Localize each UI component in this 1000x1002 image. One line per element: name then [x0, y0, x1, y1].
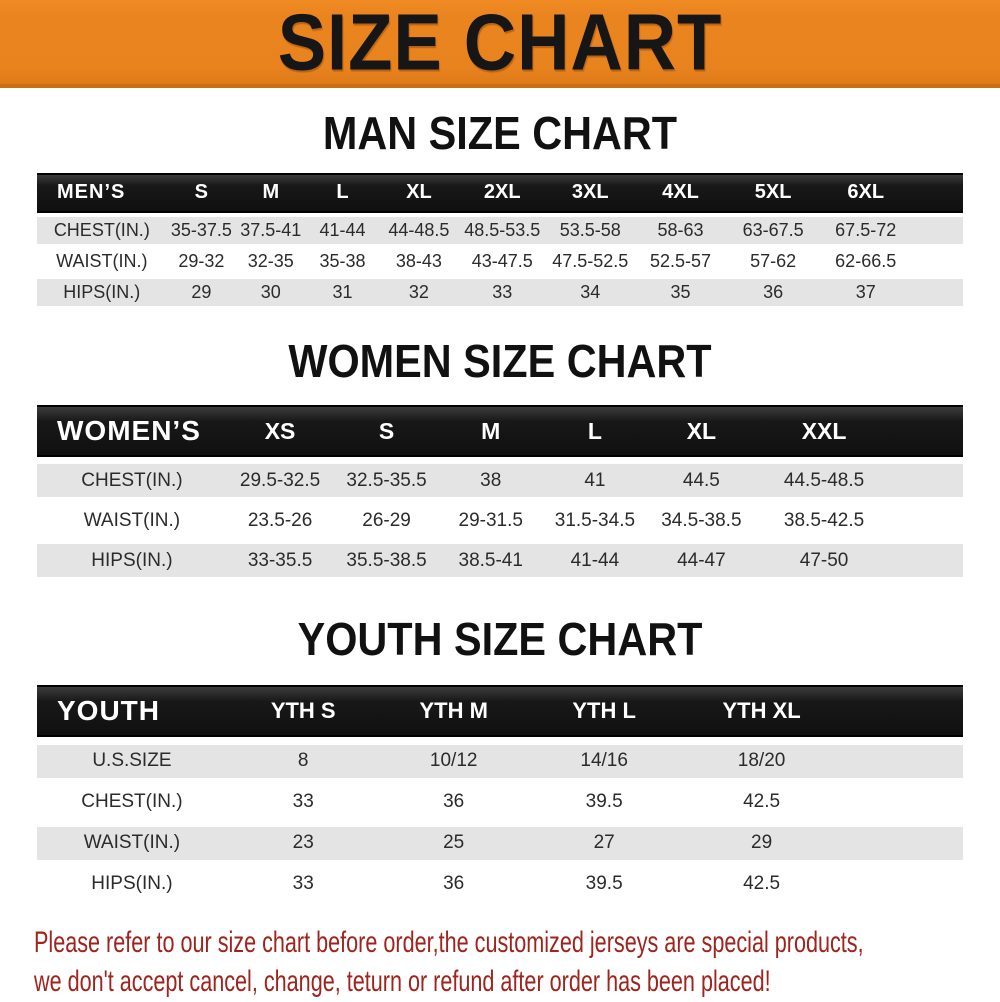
header-filler-cell: [843, 685, 963, 737]
youth-table-row: [37, 786, 963, 819]
women-table-header-row: [37, 405, 963, 457]
men-table-row: [37, 217, 963, 244]
women-measurement-cell: 23.5-26: [227, 504, 333, 537]
men-measurement-cell: 52.5-57: [634, 248, 727, 275]
row-filler-cell: [894, 544, 963, 577]
row-filler-cell: [843, 827, 963, 860]
men-column-header: 6XL: [819, 173, 912, 213]
men-measurement-cell: 29-32: [167, 248, 236, 275]
women-measurement-cell: 44.5-48.5: [755, 464, 894, 497]
row-filler-cell: [843, 868, 963, 901]
women-measurement-cell: 33-35.5: [227, 544, 333, 577]
banner: [0, 0, 1000, 88]
youth-measurement-cell: 39.5: [528, 868, 681, 901]
men-measurement-cell: 67.5-72: [819, 217, 912, 244]
men-column-header: 5XL: [727, 173, 820, 213]
order-notice: [34, 923, 1000, 1002]
youth-table-header-row: [37, 685, 963, 737]
youth-row-label: U.S.SIZE: [37, 745, 227, 778]
youth-measurement-cell: 10/12: [380, 745, 528, 778]
men-measurement-cell: 44-48.5: [380, 217, 459, 244]
youth-measurement-cell: 27: [528, 827, 681, 860]
men-corner-label: MEN’S: [37, 173, 167, 213]
youth-column-header: YTH S: [227, 685, 380, 737]
men-measurement-cell: 34: [546, 279, 634, 306]
men-measurement-cell: 35-38: [306, 248, 380, 275]
youth-column-header: YTH XL: [681, 685, 843, 737]
row-filler-cell: [894, 504, 963, 537]
women-column-header: XS: [227, 405, 333, 457]
men-size-table: [37, 169, 963, 310]
men-measurement-cell: 57-62: [727, 248, 820, 275]
women-corner-label: WOMEN’S: [37, 405, 227, 457]
women-measurement-cell: 44.5: [648, 464, 754, 497]
youth-size-section: [0, 614, 1000, 909]
youth-column-header: YTH L: [528, 685, 681, 737]
men-row-label: HIPS(IN.): [37, 279, 167, 306]
order-notice-line-2: we don't accept cancel, change, teturn or refund after order has been placed!: [34, 965, 771, 999]
header-filler-cell: [894, 405, 963, 457]
women-measurement-cell: 29-31.5: [440, 504, 542, 537]
youth-measurement-cell: 36: [380, 868, 528, 901]
youth-measurement-cell: 33: [227, 868, 380, 901]
men-column-header: 2XL: [458, 173, 546, 213]
men-section-heading: MAN SIZE CHART: [322, 107, 678, 159]
row-filler-cell: [912, 217, 963, 244]
women-measurement-cell: 38.5-42.5: [755, 504, 894, 537]
row-filler-cell: [843, 786, 963, 819]
men-column-header: S: [167, 173, 236, 213]
youth-measurement-cell: 42.5: [681, 786, 843, 819]
youth-measurement-cell: 8: [227, 745, 380, 778]
women-measurement-cell: 41: [542, 464, 648, 497]
youth-corner-label: YOUTH: [37, 685, 227, 737]
youth-column-header: YTH M: [380, 685, 528, 737]
row-filler-cell: [843, 745, 963, 778]
women-size-section: [0, 336, 1000, 585]
women-row-label: CHEST(IN.): [37, 464, 227, 497]
men-measurement-cell: 38-43: [380, 248, 459, 275]
men-measurement-cell: 62-66.5: [819, 248, 912, 275]
youth-measurement-cell: 14/16: [528, 745, 681, 778]
women-table-row: [37, 464, 963, 497]
youth-measurement-cell: 36: [380, 786, 528, 819]
women-column-header: XL: [648, 405, 754, 457]
men-column-header: M: [236, 173, 305, 213]
men-column-header: 4XL: [634, 173, 727, 213]
row-filler-cell: [912, 279, 963, 306]
youth-measurement-cell: 39.5: [528, 786, 681, 819]
women-measurement-cell: 44-47: [648, 544, 754, 577]
men-measurement-cell: 53.5-58: [546, 217, 634, 244]
men-measurement-cell: 43-47.5: [458, 248, 546, 275]
men-measurement-cell: 32-35: [236, 248, 305, 275]
youth-measurement-cell: 33: [227, 786, 380, 819]
men-measurement-cell: 47.5-52.5: [546, 248, 634, 275]
youth-size-table: [37, 677, 963, 909]
women-measurement-cell: 38.5-41: [440, 544, 542, 577]
men-column-header: 3XL: [546, 173, 634, 213]
men-row-label: CHEST(IN.): [37, 217, 167, 244]
men-measurement-cell: 36: [727, 279, 820, 306]
men-measurement-cell: 35: [634, 279, 727, 306]
women-column-header: S: [333, 405, 439, 457]
men-row-label: WAIST(IN.): [37, 248, 167, 275]
men-measurement-cell: 37: [819, 279, 912, 306]
women-measurement-cell: 29.5-32.5: [227, 464, 333, 497]
men-measurement-cell: 30: [236, 279, 305, 306]
men-measurement-cell: 29: [167, 279, 236, 306]
youth-table-row: [37, 745, 963, 778]
women-table-row: [37, 504, 963, 537]
youth-row-label: WAIST(IN.): [37, 827, 227, 860]
men-column-header: XL: [380, 173, 459, 213]
men-measurement-cell: 41-44: [306, 217, 380, 244]
men-table-row: [37, 248, 963, 275]
men-table-header-row: [37, 173, 963, 213]
women-measurement-cell: 35.5-38.5: [333, 544, 439, 577]
women-measurement-cell: 41-44: [542, 544, 648, 577]
men-measurement-cell: 35-37.5: [167, 217, 236, 244]
order-notice-line-1: Please refer to our size chart before order,the customized jerseys are special products,: [34, 925, 864, 959]
row-filler-cell: [894, 464, 963, 497]
women-row-label: WAIST(IN.): [37, 504, 227, 537]
men-measurement-cell: 32: [380, 279, 459, 306]
men-size-section: [0, 108, 1000, 310]
women-measurement-cell: 38: [440, 464, 542, 497]
men-table-row: [37, 279, 963, 306]
women-column-header: M: [440, 405, 542, 457]
banner-title: SIZE CHART: [277, 0, 723, 87]
men-column-header: L: [306, 173, 380, 213]
men-measurement-cell: 48.5-53.5: [458, 217, 546, 244]
youth-row-label: HIPS(IN.): [37, 868, 227, 901]
women-row-label: HIPS(IN.): [37, 544, 227, 577]
women-measurement-cell: 31.5-34.5: [542, 504, 648, 537]
youth-measurement-cell: 18/20: [681, 745, 843, 778]
women-table-row: [37, 544, 963, 577]
youth-section-heading: YOUTH SIZE CHART: [297, 613, 703, 666]
youth-measurement-cell: 23: [227, 827, 380, 860]
women-column-header: XXL: [755, 405, 894, 457]
youth-measurement-cell: 29: [681, 827, 843, 860]
women-column-header: L: [542, 405, 648, 457]
youth-table-row: [37, 827, 963, 860]
youth-measurement-cell: 25: [380, 827, 528, 860]
women-section-heading: WOMEN SIZE CHART: [288, 334, 712, 387]
women-measurement-cell: 34.5-38.5: [648, 504, 754, 537]
men-measurement-cell: 37.5-41: [236, 217, 305, 244]
header-filler-cell: [912, 173, 963, 213]
women-measurement-cell: 32.5-35.5: [333, 464, 439, 497]
men-measurement-cell: 58-63: [634, 217, 727, 244]
women-size-table: [37, 398, 963, 584]
youth-table-row: [37, 868, 963, 901]
women-measurement-cell: 26-29: [333, 504, 439, 537]
youth-measurement-cell: 42.5: [681, 868, 843, 901]
youth-row-label: CHEST(IN.): [37, 786, 227, 819]
women-measurement-cell: 47-50: [755, 544, 894, 577]
men-measurement-cell: 33: [458, 279, 546, 306]
men-measurement-cell: 63-67.5: [727, 217, 820, 244]
row-filler-cell: [912, 248, 963, 275]
men-measurement-cell: 31: [306, 279, 380, 306]
